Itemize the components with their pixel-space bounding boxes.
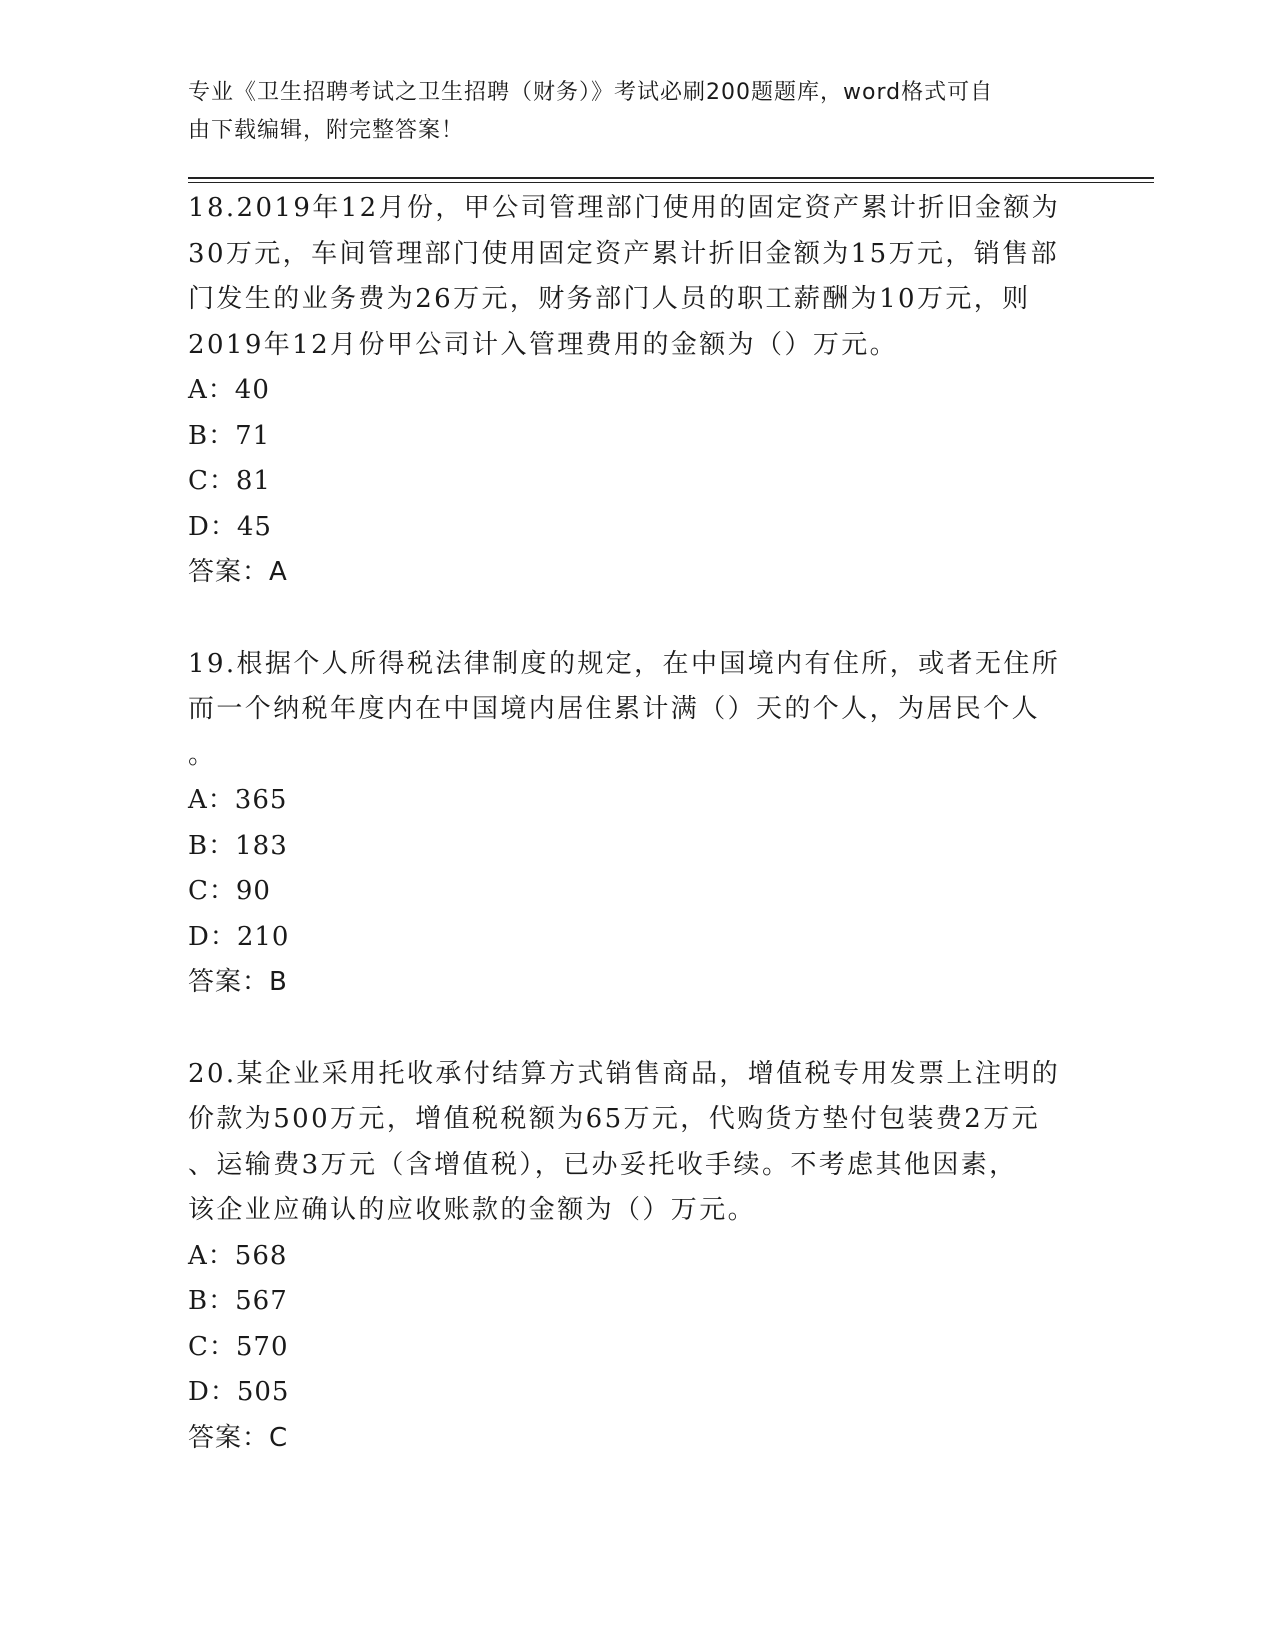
answer-line: 答案：C (188, 1422, 289, 1453)
question-20 (188, 1052, 1088, 1462)
question-18 (188, 186, 1088, 596)
question-19 (188, 642, 1088, 1006)
stem-line: 价款为500万元，增值税税额为65万元，代购货方垫付包装费2万元 (188, 1104, 1041, 1134)
stem-line: 门发生的业务费为26万元，财务部门人员的职工薪酬为10万元，则 (188, 284, 1031, 314)
question-list (188, 186, 1088, 1507)
option-list (188, 368, 1088, 550)
stem-line: 19.根据个人所得税法律制度的规定，在中国境内有住所，或者无住所 (188, 648, 1061, 679)
option-c: C：570 (188, 1331, 289, 1362)
header-divider-thin (188, 182, 1154, 183)
answer-line: 答案：B (188, 967, 288, 997)
stem-line: 30万元，车间管理部门使用固定资产累计折旧金额为15万元，销售部 (188, 238, 1059, 269)
header-line-1: 专业《卫生招聘考试之卫生招聘（财务）》考试必刷200题题库，word格式可自 (188, 80, 994, 105)
option-b: B：567 (188, 1286, 288, 1316)
option-a: A：568 (188, 1240, 288, 1271)
stem-line: 。 (188, 739, 217, 770)
option-d: D：505 (188, 1377, 290, 1407)
stem-line: 18.2019年12月份，甲公司管理部门使用的固定资产累计折旧金额为 (188, 193, 1061, 223)
stem-line: 、运输费3万元（含增值税），已办妥托收手续。不考虑其他因素， (188, 1149, 1018, 1180)
option-list (188, 778, 1088, 960)
question-stem (188, 186, 1088, 368)
option-c: C：90 (188, 876, 271, 906)
option-list (188, 1234, 1088, 1416)
question-stem (188, 642, 1088, 779)
header-divider-thick (188, 177, 1154, 179)
option-a: A：365 (188, 785, 288, 815)
option-c: C：81 (188, 466, 271, 496)
header-line-2: 由下载编辑，附完整答案！ (188, 118, 465, 143)
stem-line: 该企业应确认的应收账款的金额为（）万元。 (188, 1195, 757, 1225)
stem-line: 2019年12月份甲公司计入管理费用的金额为（）万元。 (188, 329, 899, 360)
stem-line: 20.某企业采用托收承付结算方式销售商品，增值税专用发票上注明的 (188, 1058, 1061, 1089)
option-b: B：183 (188, 830, 288, 861)
option-d: D：210 (188, 921, 290, 952)
answer-line: 答案：A (188, 557, 288, 587)
question-stem (188, 1052, 1088, 1234)
option-b: B：71 (188, 420, 271, 451)
option-a: A：40 (188, 375, 270, 405)
document-header (188, 74, 1068, 150)
option-d: D：45 (188, 511, 272, 542)
stem-line: 而一个纳税年度内在中国境内居住累计满（）天的个人，为居民个人 (188, 694, 1041, 724)
